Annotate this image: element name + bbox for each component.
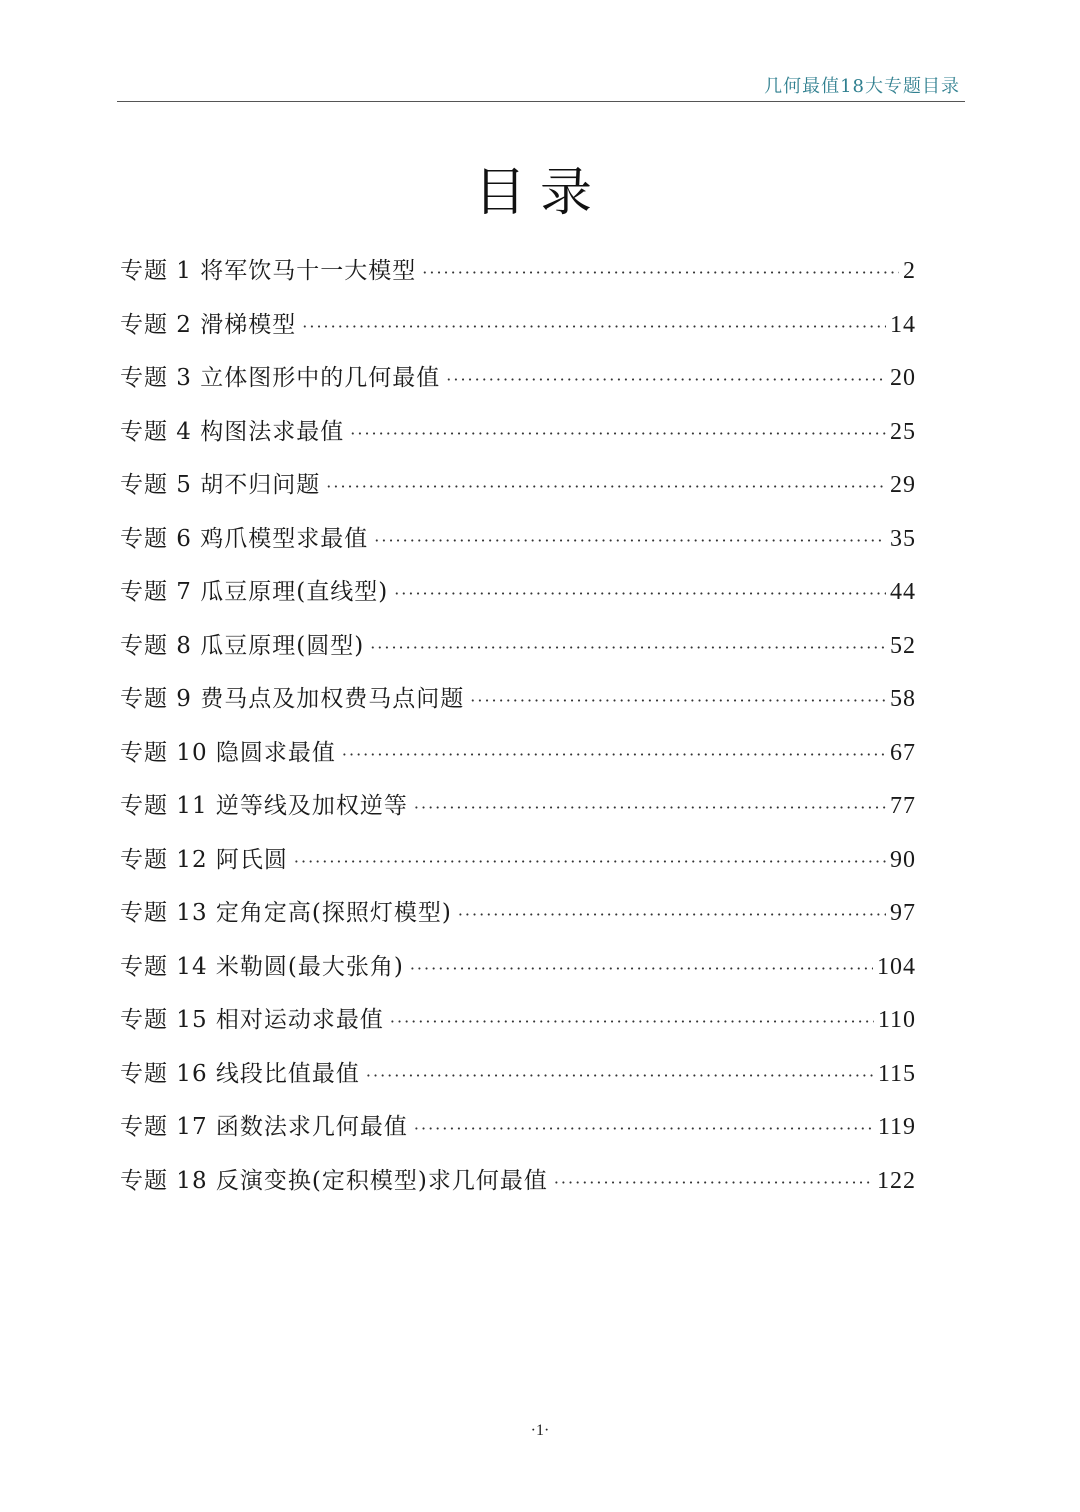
- toc-entry-label: 专题 14 米勒圆(最大张角): [120, 953, 404, 980]
- toc-entry-6[interactable]: [120, 520, 916, 574]
- toc-entry-page: 2: [903, 258, 916, 284]
- toc-entry-label: 专题 17 函数法求几何最值: [120, 1114, 408, 1140]
- dot-leader: [470, 691, 886, 710]
- toc-entry-page: 52: [890, 632, 916, 659]
- toc-entry-label: 专题 7 瓜豆原理(直线型): [120, 579, 389, 605]
- toc-entry-14[interactable]: [120, 948, 916, 1002]
- toc-entry-17[interactable]: [120, 1108, 916, 1162]
- dot-leader: [554, 1173, 873, 1192]
- dot-leader: [366, 1066, 874, 1085]
- dot-leader: [414, 1119, 874, 1138]
- running-header: 几何最值18大专题目录: [764, 76, 960, 97]
- toc-entry-9[interactable]: [120, 680, 916, 734]
- toc-entry-label: 专题 16 线段比值最值: [120, 1060, 360, 1087]
- toc-entry-15[interactable]: [120, 1001, 916, 1055]
- toc-entry-page: 58: [890, 686, 916, 712]
- header-divider: [117, 101, 965, 102]
- dot-leader: [410, 959, 873, 978]
- toc-entry-18[interactable]: [120, 1162, 916, 1216]
- toc-entry-16[interactable]: [120, 1055, 916, 1109]
- dot-leader: [370, 638, 886, 657]
- dot-leader: [446, 370, 886, 389]
- toc-entry-page: 29: [890, 472, 916, 498]
- toc-entry-page: 119: [877, 1114, 916, 1140]
- dot-leader: [342, 745, 886, 764]
- toc-entry-page: 44: [890, 579, 916, 605]
- dot-leader: [394, 584, 886, 603]
- toc-entry-8[interactable]: [120, 627, 916, 681]
- toc-entry-label: 专题 15 相对运动求最值: [120, 1007, 384, 1033]
- table-of-contents: [120, 252, 916, 1215]
- toc-entry-page: 110: [877, 1007, 916, 1033]
- toc-entry-page: 25: [890, 418, 916, 445]
- dot-leader: [458, 905, 886, 924]
- toc-entry-label: 专题 1 将军饮马十一大模型: [120, 258, 417, 284]
- toc-entry-page: 122: [877, 1167, 916, 1194]
- toc-entry-label: 专题 8 瓜豆原理(圆型): [120, 632, 365, 659]
- dot-leader: [422, 263, 899, 282]
- dot-leader: [374, 531, 886, 550]
- toc-entry-label: 专题 3 立体图形中的几何最值: [120, 365, 441, 391]
- toc-entry-13[interactable]: [120, 894, 916, 948]
- toc-entry-page: 77: [890, 793, 916, 819]
- dot-leader: [326, 477, 886, 496]
- toc-entry-page: 90: [890, 846, 916, 873]
- toc-entry-1[interactable]: [120, 252, 916, 306]
- page-title: 目录: [473, 163, 606, 223]
- toc-entry-page: 14: [890, 311, 916, 338]
- toc-entry-label: 专题 13 定角定高(探照灯模型): [120, 900, 452, 926]
- dot-leader: [294, 852, 886, 871]
- toc-entry-10[interactable]: [120, 734, 916, 788]
- toc-entry-label: 专题 4 构图法求最值: [120, 418, 345, 445]
- toc-entry-3[interactable]: [120, 359, 916, 413]
- dot-leader: [350, 424, 886, 443]
- toc-entry-page: 115: [877, 1060, 916, 1087]
- toc-entry-page: 20: [890, 365, 916, 391]
- toc-entry-label: 专题 18 反演变换(定积模型)求几何最值: [120, 1167, 548, 1194]
- toc-entry-label: 专题 6 鸡爪模型求最值: [120, 525, 369, 552]
- toc-entry-5[interactable]: [120, 466, 916, 520]
- toc-entry-12[interactable]: [120, 841, 916, 895]
- toc-entry-7[interactable]: [120, 573, 916, 627]
- toc-entry-label: 专题 11 逆等线及加权逆等: [120, 793, 408, 819]
- toc-entry-page: 67: [890, 739, 916, 766]
- dot-leader: [390, 1012, 874, 1031]
- dot-leader: [302, 317, 886, 336]
- toc-entry-label: 专题 10 隐圆求最值: [120, 739, 336, 766]
- toc-entry-page: 35: [890, 525, 916, 552]
- toc-entry-label: 专题 9 费马点及加权费马点问题: [120, 686, 465, 712]
- toc-entry-page: 104: [877, 953, 916, 980]
- page-number: ·1·: [530, 1422, 550, 1439]
- toc-entry-label: 专题 12 阿氏圆: [120, 846, 288, 873]
- toc-entry-page: 97: [890, 900, 916, 926]
- toc-entry-11[interactable]: [120, 787, 916, 841]
- toc-entry-2[interactable]: [120, 306, 916, 360]
- dot-leader: [414, 798, 886, 817]
- toc-entry-4[interactable]: [120, 413, 916, 467]
- toc-entry-label: 专题 5 胡不归问题: [120, 472, 321, 498]
- toc-entry-label: 专题 2 滑梯模型: [120, 311, 297, 338]
